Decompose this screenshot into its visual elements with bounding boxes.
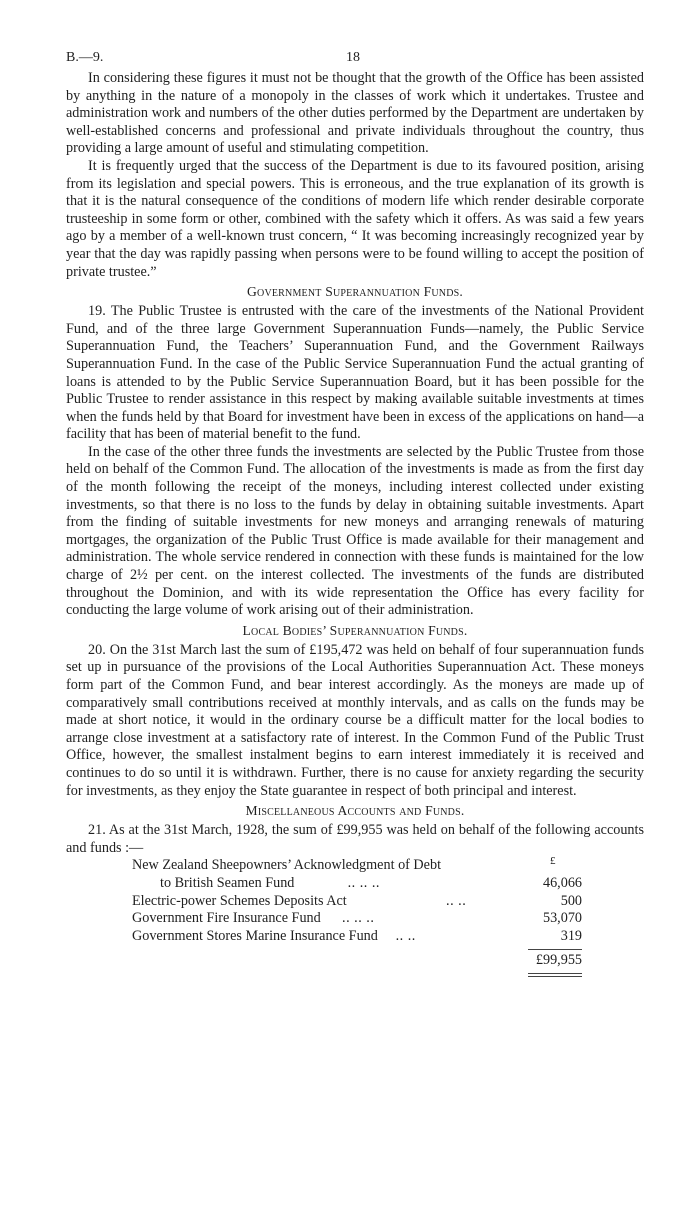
page-header [66,50,644,70]
double-rule [528,976,582,977]
sum-rule [528,949,582,950]
paragraph: 20. On the 31st March last the sum of £195,472 was held on behalf of four superannuation funds set up in pursuance of the provisions of the Local Authorities Superannuation Act. These moneys form part of the Common Fund, and bear interest accordingly. As the moneys are made up of comparatively small contributions received at monthly intervals, and as calls on the funds may be made at short notice, it would in the ordinary course be a difficult matter for the local bodies to arrange close investment at a satisfactory rate of interest. In the Common Fund of the Public Trust Office, however, the smallest instalment begins to earn interest immediately it is received and continues to do so until it is withdrawn. Further, there is no cause for anxiety regarding the security for investments, as they enjoy the State guarantee in respect of both principal and interest. [66,641,644,799]
account-name: Government Stores Marine Insurance Fund [132,927,378,944]
accounts-table [132,857,644,945]
page-number: 18 [346,50,360,65]
section-heading: Government Superannuation Funds. [247,284,463,300]
table-row [132,928,644,946]
leader-dots: .. .. [395,927,416,944]
account-amount: 53,070 [542,910,582,927]
table-row [132,857,644,875]
paragraph: 19. The Public Trustee is entrusted with the care of the investments of the National Provident Fund, and of the three large Government Superannuation Funds—namely, the Public Service Superannuation Fund, the Teachers’ Superannuation Fund, and the Government Railways Superannuation Fund. In the case of the Public Service Superannuation Fund the actual granting of loans is attended to by the Public Service Superannuation Board, but it has been possible for the Public Trustee to render assistance in this respect by making available suitable investments at times when the funds held by that Board for investment have been in excess of the applications on hand—a facility that has been of material benefit to the fund. [66,303,644,443]
total-amount: £99,955 [535,952,582,969]
document-page [66,50,644,985]
currency-symbol: £ [550,855,556,868]
leader-dots: .. .. [446,892,467,909]
section-heading: Miscellaneous Accounts and Funds. [245,803,465,819]
section-heading: Local Bodies’ Superannuation Funds. [242,622,468,638]
paragraph: In considering these figures it must not be thought that the growth of the Office has been assisted by anything in the nature of a monopoly in the classes of work which it undertakes. Trustee and administration work and numbers of the other duties performed by the Department are undertaken by well-established concerns and professional and private individuals throughout the country, thus providing a large amount of useful and stimulating competition. [66,70,644,157]
account-name: New Zealand Sheepowners’ Acknowledgment of Debt [132,857,442,874]
paragraph: In the case of the other three funds the investments are selected by the Public Trustee from those held on behalf of the Common Fund. The allocation of the investments is made as from the first day of the month following the receipt of the moneys, including interest collected under existing investments, so that there is no loss to the funds by delay in obtaining suitable investments. Apart from the finding of suitable investments for new moneys and arranging renewals of maturing mortgages, the organization of the Public Trust Office is made available for their management and administration. The whole service rendered in connection with these funds is maintained for the low charge of 2½ per cent. on the interest collected. The investments of the funds are distributed throughout the Dominion, and with its wide representation the Office has every facility for conducting the large volume of work arising out of their administration. [66,443,644,619]
account-name: Electric-power Schemes Deposits Act [132,892,347,909]
account-amount: 500 [560,892,582,909]
table-row [132,875,644,893]
leader-dots: .. .. .. [347,874,380,891]
table-row [132,910,644,928]
paragraph: 21. As at the 31st March, 1928, the sum of £99,955 was held on behalf of the following accounts and funds :— [66,822,644,856]
account-amount: 46,066 [542,874,582,891]
accounts-total [132,945,644,985]
account-name: Government Fire Insurance Fund [132,910,321,927]
paragraph: It is frequently urged that the success of the Department is due to its favoured position, arising from its legislation and special powers. This is erroneous, and the true explanation of its growth is that it is the natural consequence of the conditions of modern life which render desirable corporate trusteeship in some form or other, combined with the safety which it offers. As was said a few years ago by a member of a well-known trust concern, “ It was becoming increasingly recognized year by year that the day was rapidly passing when persons were to be found willing to accept the position of private trustee.” [66,157,644,280]
document-reference: B.—9. [66,50,104,65]
account-amount: 319 [560,927,582,944]
account-name-continued: to British Seamen Fund [160,874,295,891]
leader-dots: .. .. .. [342,910,375,927]
table-row [132,893,644,911]
double-rule [528,973,582,974]
